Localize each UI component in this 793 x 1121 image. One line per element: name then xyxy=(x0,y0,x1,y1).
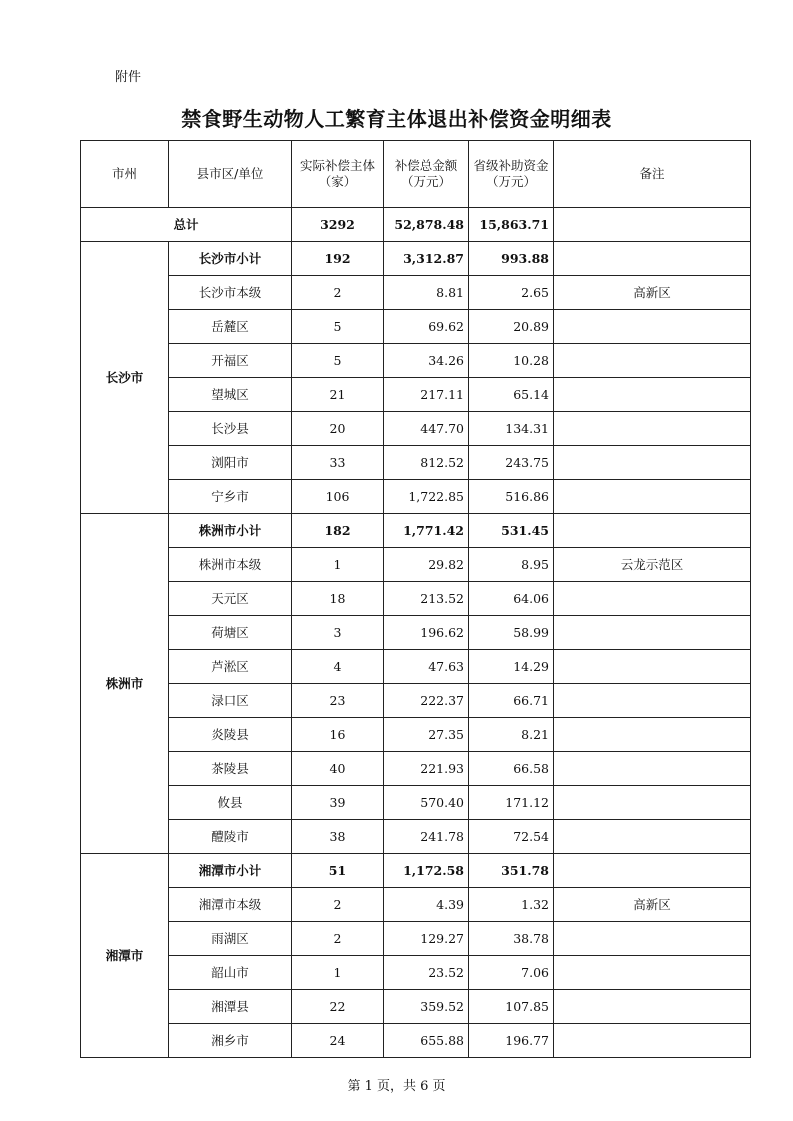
amount-cell: 217.11 xyxy=(384,378,469,412)
table-row xyxy=(81,718,751,752)
prov-cell: 38.78 xyxy=(469,922,554,956)
note-cell xyxy=(554,922,751,956)
table-row xyxy=(81,786,751,820)
table-row xyxy=(81,990,751,1024)
header-entities-line1: 实际补偿主体 xyxy=(299,158,375,174)
amount-cell: 570.40 xyxy=(384,786,469,820)
page-footer: 第 1 页，共 6 页 xyxy=(347,1079,446,1094)
table-row xyxy=(81,480,751,514)
note-cell xyxy=(554,480,751,514)
prov-cell: 20.89 xyxy=(469,310,554,344)
prov-cell: 134.31 xyxy=(469,412,554,446)
subtotal-row xyxy=(81,854,751,888)
grand-total-prov: 15,863.71 xyxy=(469,208,554,242)
entities-cell: 33 xyxy=(292,446,384,480)
entities-cell: 5 xyxy=(292,310,384,344)
amount-cell: 359.52 xyxy=(384,990,469,1024)
table-row xyxy=(81,446,751,480)
prov-cell: 993.88 xyxy=(469,242,554,276)
county-cell: 攸县 xyxy=(169,786,292,820)
prov-cell: 66.58 xyxy=(469,752,554,786)
amount-cell: 1,172.58 xyxy=(384,854,469,888)
note-cell xyxy=(554,956,751,990)
note-cell xyxy=(554,718,751,752)
prov-cell: 8.95 xyxy=(469,548,554,582)
prov-cell: 531.45 xyxy=(469,514,554,548)
header-prov-line2: （万元） xyxy=(485,174,536,189)
table-row xyxy=(81,684,751,718)
amount-cell: 47.63 xyxy=(384,650,469,684)
prov-cell: 7.06 xyxy=(469,956,554,990)
prov-cell: 8.21 xyxy=(469,718,554,752)
header-county: 县市区/单位 xyxy=(169,141,292,208)
header-entities-line2: （家） xyxy=(318,174,357,189)
prov-cell: 107.85 xyxy=(469,990,554,1024)
note-cell: 云龙示范区 xyxy=(554,548,751,582)
prov-cell: 171.12 xyxy=(469,786,554,820)
county-cell: 岳麓区 xyxy=(169,310,292,344)
prov-cell: 1.32 xyxy=(469,888,554,922)
county-cell: 韶山市 xyxy=(169,956,292,990)
table-row xyxy=(81,412,751,446)
amount-cell: 23.52 xyxy=(384,956,469,990)
county-cell: 湘潭县 xyxy=(169,990,292,1024)
table-row xyxy=(81,276,751,310)
table-row xyxy=(81,344,751,378)
entities-cell: 24 xyxy=(292,1024,384,1058)
amount-cell: 221.93 xyxy=(384,752,469,786)
county-cell: 长沙市本级 xyxy=(169,276,292,310)
prov-cell: 516.86 xyxy=(469,480,554,514)
table-row xyxy=(81,752,751,786)
note-cell xyxy=(554,378,751,412)
amount-cell: 222.37 xyxy=(384,684,469,718)
grand-total-note xyxy=(554,208,751,242)
header-total xyxy=(384,141,469,208)
prov-cell: 196.77 xyxy=(469,1024,554,1058)
note-cell xyxy=(554,616,751,650)
amount-cell: 196.62 xyxy=(384,616,469,650)
entities-cell: 1 xyxy=(292,956,384,990)
amount-cell: 8.81 xyxy=(384,276,469,310)
prov-cell: 65.14 xyxy=(469,378,554,412)
entities-cell: 2 xyxy=(292,888,384,922)
note-cell xyxy=(554,446,751,480)
entities-cell: 192 xyxy=(292,242,384,276)
amount-cell: 3,312.87 xyxy=(384,242,469,276)
prov-cell: 66.71 xyxy=(469,684,554,718)
entities-cell: 2 xyxy=(292,276,384,310)
county-cell: 炎陵县 xyxy=(169,718,292,752)
header-notes: 备注 xyxy=(554,141,751,208)
table-row xyxy=(81,922,751,956)
note-cell: 高新区 xyxy=(554,888,751,922)
entities-cell: 16 xyxy=(292,718,384,752)
entities-cell: 38 xyxy=(292,820,384,854)
note-cell xyxy=(554,650,751,684)
table-row xyxy=(81,820,751,854)
table-row xyxy=(81,582,751,616)
county-cell: 株洲市本级 xyxy=(169,548,292,582)
county-cell: 雨湖区 xyxy=(169,922,292,956)
amount-cell: 213.52 xyxy=(384,582,469,616)
entities-cell: 21 xyxy=(292,378,384,412)
table-row xyxy=(81,548,751,582)
amount-cell: 129.27 xyxy=(384,922,469,956)
note-cell xyxy=(554,786,751,820)
entities-cell: 20 xyxy=(292,412,384,446)
amount-cell: 69.62 xyxy=(384,310,469,344)
amount-cell: 27.35 xyxy=(384,718,469,752)
county-cell: 湘潭市小计 xyxy=(169,854,292,888)
table-row xyxy=(81,310,751,344)
prov-cell: 2.65 xyxy=(469,276,554,310)
note-cell xyxy=(554,684,751,718)
county-cell: 茶陵县 xyxy=(169,752,292,786)
prov-cell: 351.78 xyxy=(469,854,554,888)
county-cell: 芦淞区 xyxy=(169,650,292,684)
prov-cell: 58.99 xyxy=(469,616,554,650)
entities-cell: 4 xyxy=(292,650,384,684)
prov-cell: 72.54 xyxy=(469,820,554,854)
prov-cell: 64.06 xyxy=(469,582,554,616)
entities-cell: 2 xyxy=(292,922,384,956)
entities-cell: 40 xyxy=(292,752,384,786)
amount-cell: 1,771.42 xyxy=(384,514,469,548)
prov-cell: 10.28 xyxy=(469,344,554,378)
entities-cell: 18 xyxy=(292,582,384,616)
note-cell xyxy=(554,582,751,616)
amount-cell: 4.39 xyxy=(384,888,469,922)
entities-cell: 22 xyxy=(292,990,384,1024)
note-cell xyxy=(554,820,751,854)
county-cell: 荷塘区 xyxy=(169,616,292,650)
entities-cell: 106 xyxy=(292,480,384,514)
entities-cell: 3 xyxy=(292,616,384,650)
table-header-row xyxy=(81,141,751,208)
table-row xyxy=(81,650,751,684)
county-cell: 醴陵市 xyxy=(169,820,292,854)
county-cell: 望城区 xyxy=(169,378,292,412)
amount-cell: 655.88 xyxy=(384,1024,469,1058)
city-cell: 湘潭市 xyxy=(81,854,169,1058)
header-entities xyxy=(292,141,384,208)
header-city: 市州 xyxy=(81,141,169,208)
note-cell xyxy=(554,344,751,378)
header-prov xyxy=(469,141,554,208)
city-cell: 株洲市 xyxy=(81,514,169,854)
table-row xyxy=(81,378,751,412)
subtotal-row xyxy=(81,242,751,276)
table-row xyxy=(81,1024,751,1058)
header-total-line2: （万元） xyxy=(400,174,451,189)
table-row xyxy=(81,616,751,650)
entities-cell: 51 xyxy=(292,854,384,888)
county-cell: 开福区 xyxy=(169,344,292,378)
entities-cell: 23 xyxy=(292,684,384,718)
county-cell: 浏阳市 xyxy=(169,446,292,480)
county-cell: 宁乡市 xyxy=(169,480,292,514)
city-cell: 长沙市 xyxy=(81,242,169,514)
entities-cell: 1 xyxy=(292,548,384,582)
county-cell: 湘乡市 xyxy=(169,1024,292,1058)
county-cell: 天元区 xyxy=(169,582,292,616)
grand-total-amount: 52,878.48 xyxy=(384,208,469,242)
county-cell: 长沙县 xyxy=(169,412,292,446)
table-row xyxy=(81,956,751,990)
table-row xyxy=(81,888,751,922)
county-cell: 株洲市小计 xyxy=(169,514,292,548)
note-cell xyxy=(554,752,751,786)
entities-cell: 182 xyxy=(292,514,384,548)
amount-cell: 29.82 xyxy=(384,548,469,582)
note-cell xyxy=(554,310,751,344)
note-cell xyxy=(554,514,751,548)
amount-cell: 812.52 xyxy=(384,446,469,480)
amount-cell: 447.70 xyxy=(384,412,469,446)
grand-total-label: 总计 xyxy=(81,208,292,242)
county-cell: 长沙市小计 xyxy=(169,242,292,276)
header-total-line1: 补偿总金额 xyxy=(394,158,458,174)
subtotal-row xyxy=(81,514,751,548)
entities-cell: 39 xyxy=(292,786,384,820)
county-cell: 渌口区 xyxy=(169,684,292,718)
compensation-table xyxy=(80,140,751,1058)
grand-total-entities: 3292 xyxy=(292,208,384,242)
amount-cell: 241.78 xyxy=(384,820,469,854)
note-cell xyxy=(554,412,751,446)
prov-cell: 243.75 xyxy=(469,446,554,480)
amount-cell: 34.26 xyxy=(384,344,469,378)
page-title: 禁食野生动物人工繁育主体退出补偿资金明细表 xyxy=(181,107,612,131)
note-cell xyxy=(554,990,751,1024)
prov-cell: 14.29 xyxy=(469,650,554,684)
amount-cell: 1,722.85 xyxy=(384,480,469,514)
note-cell xyxy=(554,1024,751,1058)
header-prov-line1: 省级补助资金 xyxy=(473,158,549,174)
note-cell xyxy=(554,242,751,276)
attachment-label: 附件 xyxy=(115,70,142,85)
county-cell: 湘潭市本级 xyxy=(169,888,292,922)
note-cell: 高新区 xyxy=(554,276,751,310)
grand-total-row xyxy=(81,208,751,242)
entities-cell: 5 xyxy=(292,344,384,378)
note-cell xyxy=(554,854,751,888)
